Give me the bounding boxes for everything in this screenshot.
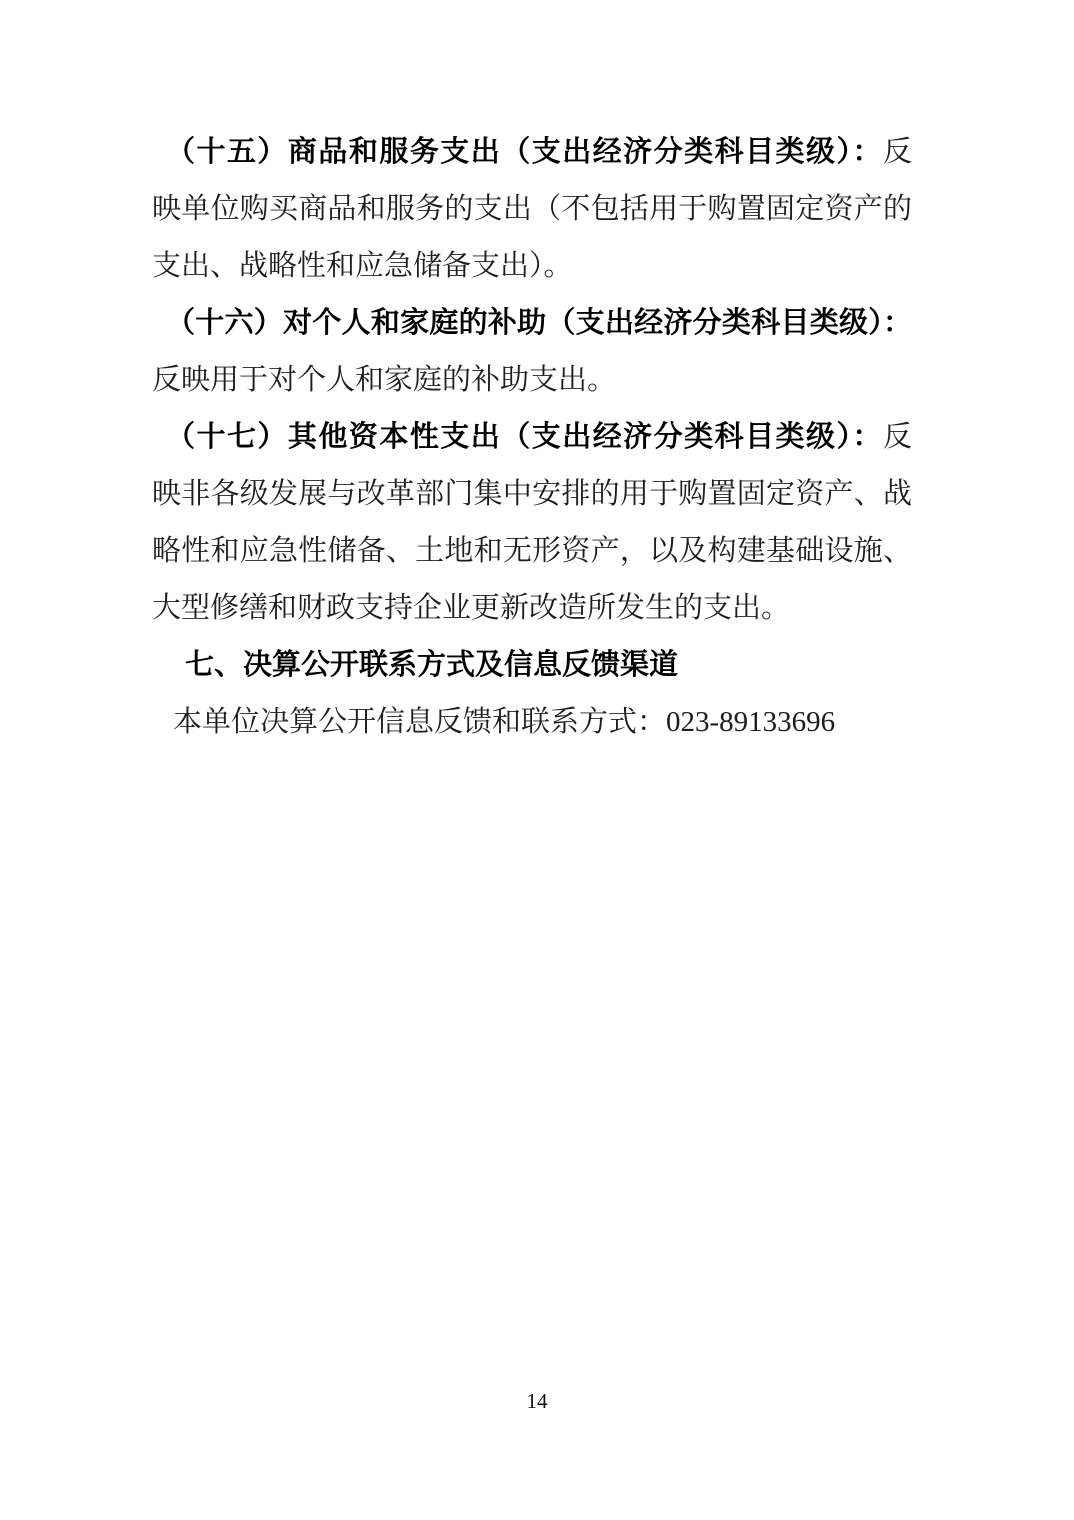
page-number: 14: [526, 1389, 548, 1413]
para-15-line-1-regular: 反: [882, 136, 912, 168]
para-17-line-1-regular: 反: [882, 421, 912, 453]
page-footer: [0, 1388, 1074, 1414]
contact-info-line: 本单位决算公开信息反馈和联系方式：023-89133696: [173, 706, 836, 738]
para-15-line-2: 映单位购买商品和服务的支出（不包括用于购置固定资产的: [152, 193, 912, 225]
para-17-line-2: 映非各级发展与改革部门集中安排的用于购置固定资产、战: [152, 478, 912, 510]
para-17-line-3: 略性和应急性储备、土地和无形资产，以及构建基础设施、: [152, 535, 912, 567]
para-15-heading-bold: （十五）商品和服务支出（支出经济分类科目类级）：: [166, 136, 883, 168]
para-16-heading-bold: （十六）对个人和家庭的补助（支出经济分类科目类级）：: [166, 307, 912, 339]
para-17-heading-bold: （十七）其他资本性支出（支出经济分类科目类级）：: [166, 421, 883, 453]
para-17-line-4: 大型修缮和财政支持企业更新改造所发生的支出。: [152, 592, 791, 624]
para-17-line-1: [152, 409, 912, 466]
para-16-line-2: 反映用于对个人和家庭的补助支出。: [152, 364, 617, 396]
para-15-line-1: [152, 124, 912, 181]
document-body: [152, 124, 912, 751]
para-15-line-3: 支出、战略性和应急储备支出）。: [152, 250, 573, 282]
para-16-line-1: [152, 295, 912, 352]
section-7-heading: 七、决算公开联系方式及信息反馈渠道: [185, 649, 679, 681]
